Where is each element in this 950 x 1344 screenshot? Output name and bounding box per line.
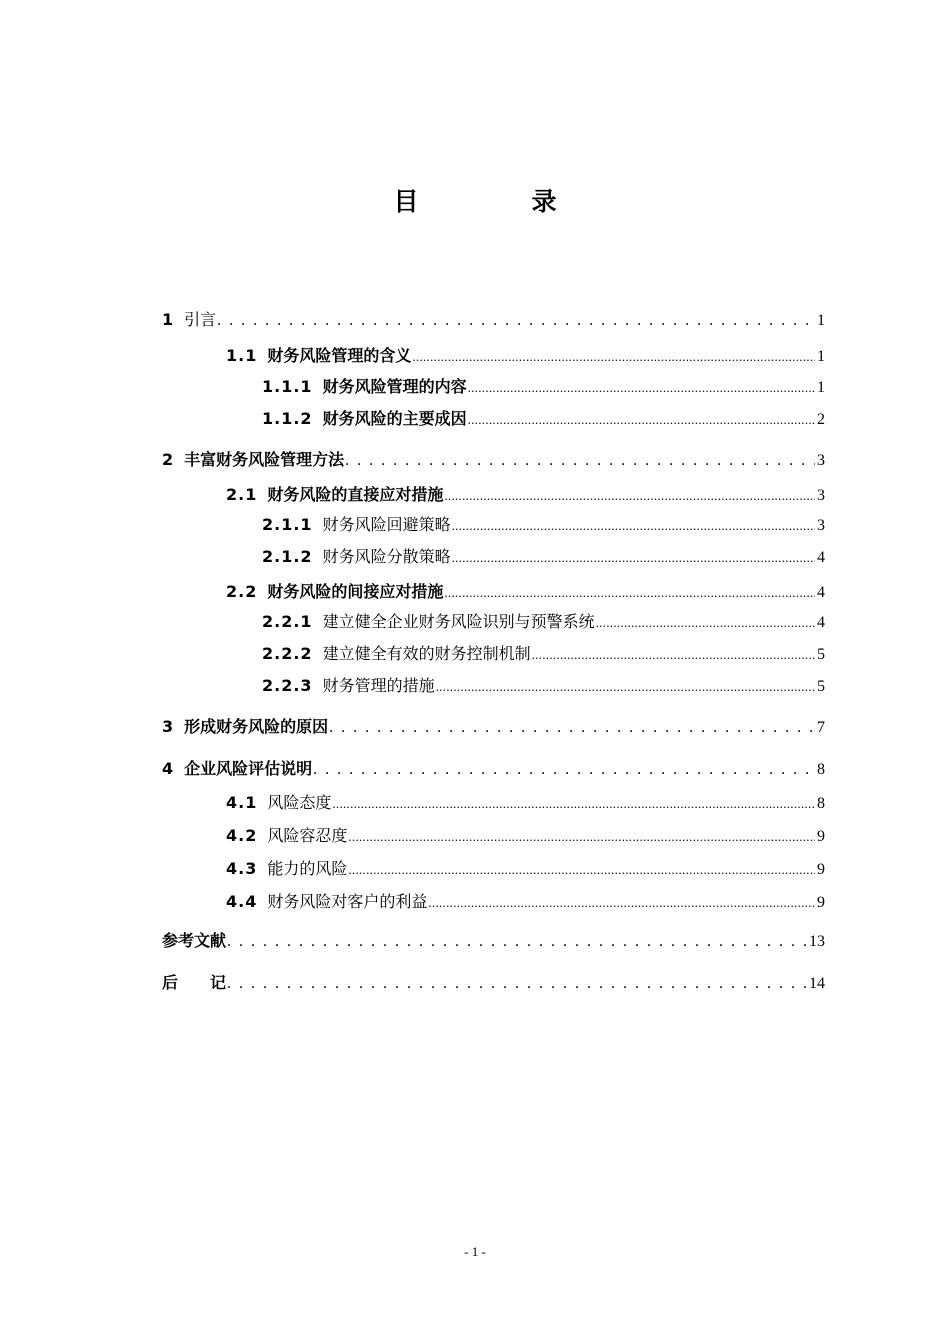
toc-title: 参考文献	[162, 931, 227, 950]
dot-leader	[329, 715, 815, 740]
toc-entry-2-1-1[interactable]	[262, 513, 825, 538]
toc-title: 财务风险的直接应对措施	[267, 485, 444, 504]
toc-entry-2-2-2[interactable]	[262, 642, 825, 667]
toc-page-number: 1	[817, 379, 825, 396]
toc-number: 2.2.3	[262, 676, 313, 695]
toc-entry-4-2[interactable]	[226, 824, 825, 849]
dot-leader	[428, 890, 815, 915]
toc-entry-2-2-1[interactable]	[262, 610, 825, 635]
toc-entry-afterword[interactable]	[162, 971, 825, 996]
toc-number: 2.1.2	[262, 547, 313, 566]
toc-title: 后 记	[162, 973, 227, 992]
dot-leader	[348, 857, 815, 882]
dot-leader	[452, 513, 815, 538]
toc-title: 能力的风险	[267, 859, 348, 878]
dot-leader	[332, 791, 815, 816]
toc-title: 财务风险对客户的利益	[267, 892, 428, 911]
toc-entry-2-2-3[interactable]	[262, 674, 825, 699]
toc-entry-1-1[interactable]	[226, 344, 825, 369]
toc-number: 1.1.2	[262, 409, 313, 428]
toc-number: 3	[162, 717, 175, 736]
toc-entry-1[interactable]	[162, 308, 825, 333]
footer-page-number: - 1 -	[464, 1244, 486, 1259]
toc-number: 2.1	[226, 485, 258, 504]
toc-title: 建立健全有效的财务控制机制	[322, 644, 531, 663]
toc-page-number: 3	[817, 517, 825, 534]
page-title: 目 录	[393, 187, 601, 216]
dot-leader	[596, 610, 815, 635]
dot-leader	[468, 407, 815, 432]
toc-page-number: 8	[817, 761, 825, 778]
toc-number: 4.3	[226, 859, 258, 878]
toc-page-number: 1	[817, 312, 825, 329]
toc-page-number: 7	[817, 719, 825, 736]
toc-title: 财务风险的主要成因	[322, 409, 467, 428]
toc-title: 风险容忍度	[267, 826, 348, 845]
toc-number: 4.4	[226, 892, 258, 911]
toc-title: 引言	[184, 310, 217, 329]
toc-entry-4[interactable]	[162, 757, 825, 782]
toc-entry-4-4[interactable]	[226, 890, 825, 915]
dot-leader	[348, 824, 815, 849]
toc-title: 财务风险分散策略	[322, 547, 451, 566]
toc-page-number: 14	[809, 975, 825, 992]
dot-leader	[452, 545, 815, 570]
dot-leader	[436, 674, 815, 699]
dot-leader	[468, 375, 815, 400]
toc-page-number: 1	[817, 348, 825, 365]
toc-number: 2.2.2	[262, 644, 313, 663]
toc-number: 2.1.1	[262, 515, 313, 534]
toc-page-number: 9	[817, 894, 825, 911]
toc-title: 财务管理的措施	[322, 676, 435, 695]
toc-number: 2.2.1	[262, 612, 313, 631]
dot-leader	[227, 929, 807, 954]
toc-entry-2-1[interactable]	[226, 483, 825, 508]
toc-number: 1.1	[226, 346, 258, 365]
toc-title: 形成财务风险的原因	[184, 717, 329, 736]
toc-page-number: 3	[817, 452, 825, 469]
toc-title: 财务风险管理的含义	[267, 346, 412, 365]
toc-page-number: 4	[817, 584, 825, 601]
toc-title: 企业风险评估说明	[184, 759, 313, 778]
toc-page-number: 2	[817, 411, 825, 428]
toc-title: 财务风险的间接应对措施	[267, 582, 444, 601]
toc-entry-2[interactable]	[162, 448, 825, 473]
toc-entry-references[interactable]	[162, 929, 825, 954]
toc-page-number: 5	[817, 678, 825, 695]
toc-page-number: 3	[817, 487, 825, 504]
toc-entry-1-1-1[interactable]	[262, 375, 825, 400]
dot-leader	[444, 483, 815, 508]
toc-number: 4	[162, 759, 175, 778]
toc-title: 建立健全企业财务风险识别与预警系统	[322, 612, 595, 631]
dot-leader	[227, 971, 807, 996]
dot-leader	[532, 642, 815, 667]
toc-entry-2-2[interactable]	[226, 580, 825, 605]
toc-page-number: 4	[817, 549, 825, 566]
toc-number: 4.2	[226, 826, 258, 845]
toc-page-number: 13	[809, 933, 825, 950]
toc-number: 1.1.1	[262, 377, 313, 396]
toc-entry-1-1-2[interactable]	[262, 407, 825, 432]
dot-leader	[313, 757, 815, 782]
toc-page-number: 4	[817, 614, 825, 631]
toc-title: 丰富财务风险管理方法	[184, 450, 345, 469]
toc-page-number: 8	[817, 795, 825, 812]
toc-title: 财务风险管理的内容	[322, 377, 467, 396]
toc-entry-2-1-2[interactable]	[262, 545, 825, 570]
dot-leader	[345, 448, 815, 473]
toc-entry-3[interactable]	[162, 715, 825, 740]
toc-number: 2	[162, 450, 175, 469]
dot-leader	[217, 308, 815, 333]
toc-number: 1	[162, 310, 175, 329]
dot-leader	[444, 580, 815, 605]
toc-page-number: 9	[817, 861, 825, 878]
toc-number: 2.2	[226, 582, 258, 601]
toc-title: 财务风险回避策略	[322, 515, 451, 534]
toc-number: 4.1	[226, 793, 258, 812]
toc-title: 风险态度	[267, 793, 332, 812]
toc-entry-4-3[interactable]	[226, 857, 825, 882]
toc-page-number: 9	[817, 828, 825, 845]
toc-page-number: 5	[817, 646, 825, 663]
dot-leader	[412, 344, 815, 369]
toc-entry-4-1[interactable]	[226, 791, 825, 816]
